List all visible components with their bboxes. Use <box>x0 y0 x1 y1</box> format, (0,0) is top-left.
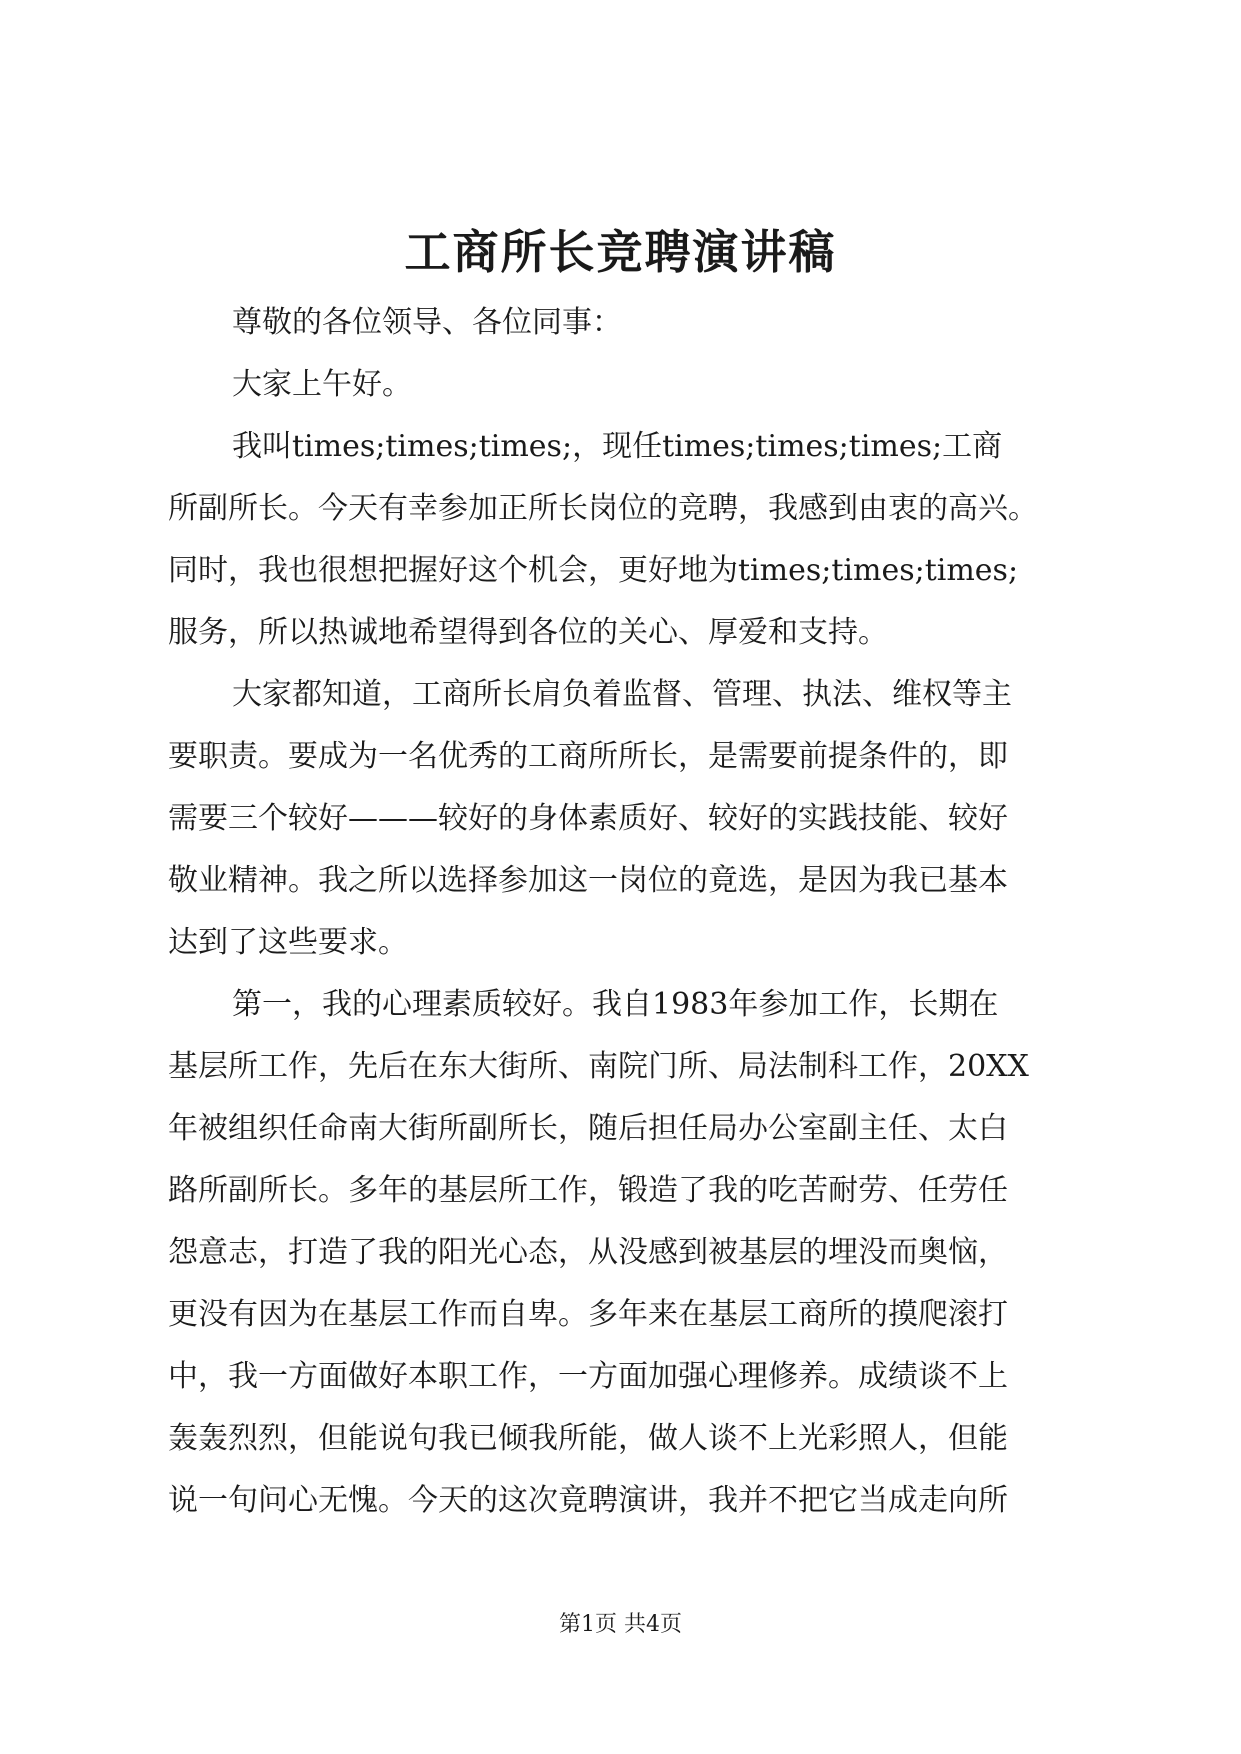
text-line: 第一，我的心理素质较好。我自1983年参加工作，长期在 <box>232 987 999 1022</box>
text-line: 基层所工作，先后在东大街所、南院门所、局法制科工作，20XX <box>168 1049 1029 1084</box>
greeting-line: 大家上午好。 <box>232 367 412 402</box>
text-line: 我叫times;times;times;，现任times;times;times;工商 <box>232 429 1003 464</box>
document-body <box>168 292 1080 1532</box>
page-footer: 第1页 共4页 <box>559 1612 682 1637</box>
text-line: 要职责。要成为一名优秀的工商所所长，是需要前提条件的，即 <box>168 739 1008 774</box>
document-title: 工商所长竞聘演讲稿 <box>404 225 837 279</box>
text-line: 同时，我也很想把握好这个机会，更好地为times;times;times; <box>168 553 1019 588</box>
text-line: 所副所长。今天有幸参加正所长岗位的竞聘，我感到由衷的高兴。 <box>168 491 1038 526</box>
text-line: 更没有因为在基层工作而自卑。多年来在基层工商所的摸爬滚打 <box>168 1297 1008 1332</box>
text-line: 大家都知道，工商所长肩负着监督、管理、执法、维权等主 <box>232 677 1012 712</box>
text-line: 年被组织任命南大街所副所长，随后担任局办公室副主任、太白 <box>168 1111 1008 1146</box>
salutation-line: 尊敬的各位领导、各位同事： <box>232 305 622 340</box>
text-line: 路所副所长。多年的基层所工作，锻造了我的吃苦耐劳、任劳任 <box>168 1173 1008 1208</box>
text-line: 达到了这些要求。 <box>168 925 408 960</box>
text-line: 说一句问心无愧。今天的这次竟聘演讲，我并不把它当成走向所 <box>168 1483 1008 1518</box>
text-line: 服务，所以热诚地希望得到各位的关心、厚爱和支持。 <box>168 615 888 650</box>
text-line: 轰轰烈烈，但能说句我已倾我所能，做人谈不上光彩照人，但能 <box>168 1421 1008 1456</box>
text-line: 敬业精神。我之所以选择参加这一岗位的竟选，是因为我已基本 <box>168 863 1008 898</box>
text-line: 怨意志，打造了我的阳光心态，从没感到被基层的埋没而奥恼， <box>168 1235 1008 1270</box>
text-line: 中，我一方面做好本职工作，一方面加强心理修养。成绩谈不上 <box>168 1359 1008 1394</box>
text-line: 需要三个较好———较好的身体素质好、较好的实践技能、较好 <box>168 801 1008 836</box>
